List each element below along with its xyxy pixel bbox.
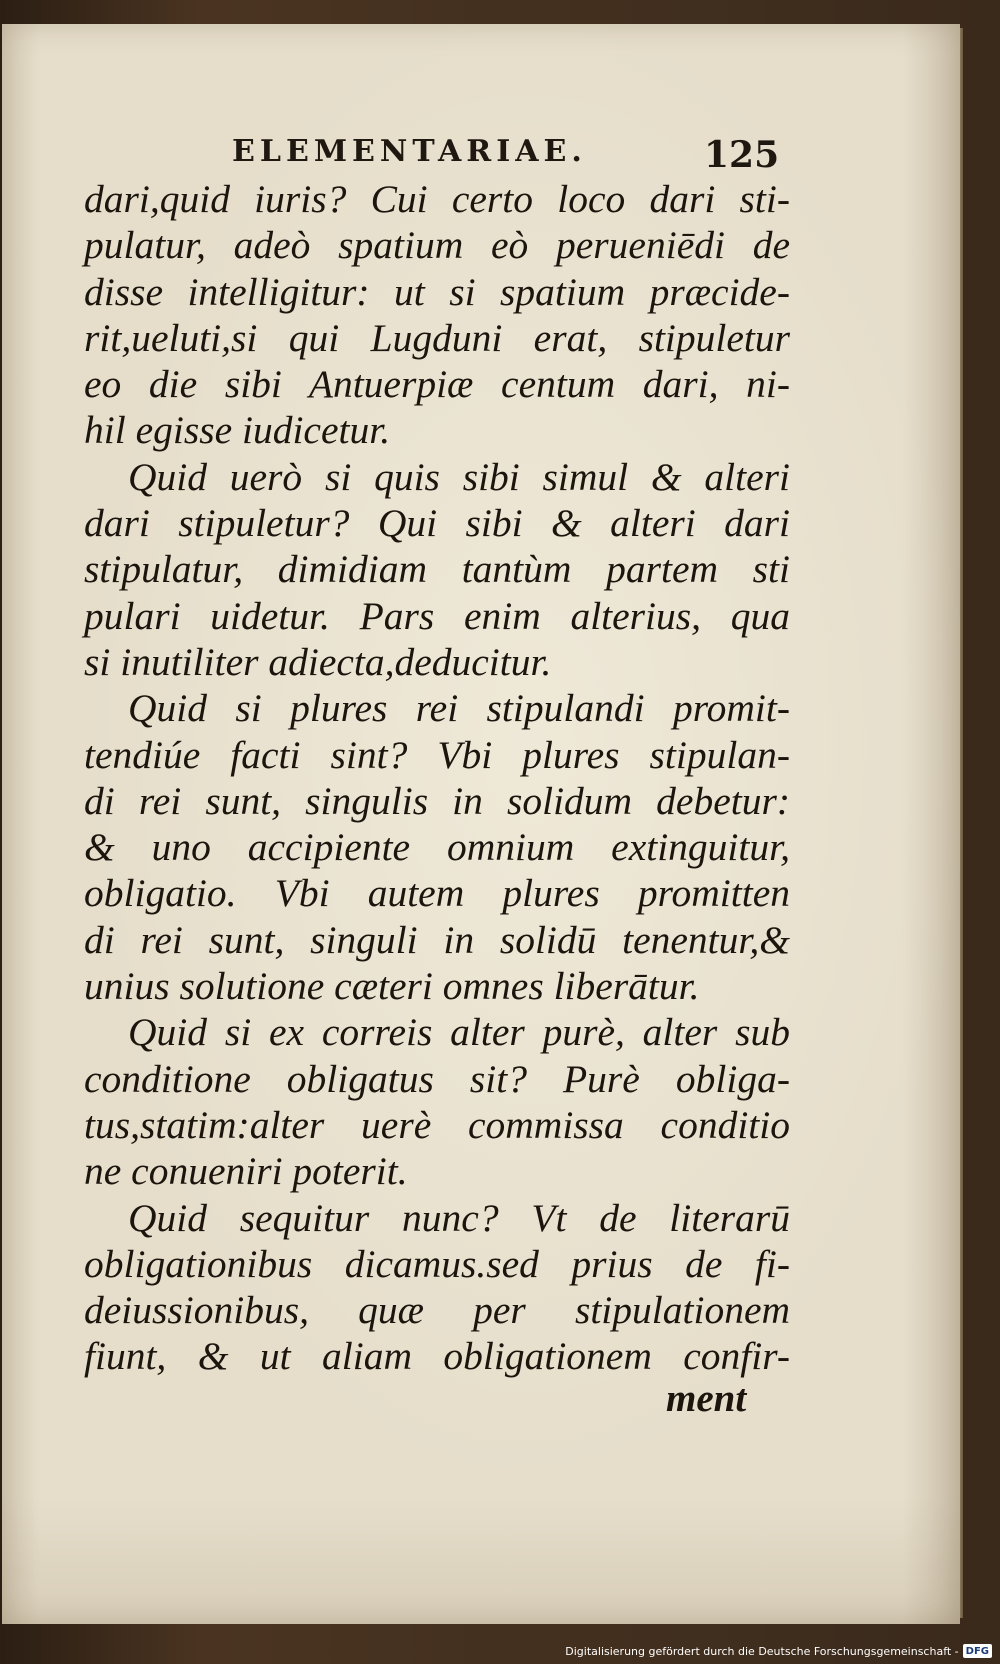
text-line: hil egisse iudicetur. [84,408,391,453]
text-line: dari stipuletur? Qui sibi & alteri dari [84,501,790,546]
text-line: Quid si plures rei stipulandi promit- [128,686,790,731]
page-number: 125 [704,134,780,176]
text-line: conditione obligatus sit? Purè obliga- [84,1056,790,1101]
text-line: di rei sunt, singulis in solidum debetur: [84,778,790,823]
text-line: Quid sequitur nunc? Vt de literarū [128,1195,790,1240]
text-line: obligationibus dicamus.sed prius de fi- [84,1241,790,1286]
text-block [84,176,790,1380]
dfg-logo: DFG [963,1644,992,1658]
text-line: dari,quid iuris? Cui certo loco dari sti- [84,177,790,221]
catchword: ment [666,1377,747,1420]
text-line: unius solutione cæteri omnes liberātur. [84,964,700,1009]
text-line: rit,ueluti,si qui Lugduni erat, stipuletur [84,315,790,360]
text-line: disse intelligitur: ut si spatium præcide- [84,269,790,314]
text-line: ne conueniri poterit. [84,1149,408,1194]
running-head: ELEMENTARIAE. [232,134,587,169]
text-line: tus,statim:alter uerè commissa conditio [84,1102,790,1147]
text-line: di rei sunt, singuli in solidū tenentur,& [84,917,790,962]
text-line: fiunt, & ut aliam obligationem confir- [84,1334,790,1379]
text-line: si inutiliter adiecta,deducitur. [84,639,552,684]
text-line: & uno accipiente omnium extinguitur, [84,825,790,870]
text-line: deiussionibus, quæ per stipulationem [84,1288,790,1333]
text-line: eo die sibi Antuerpiæ centum dari, ni- [84,362,790,407]
text-line: tendiúe facti sint? Vbi plures stipulan- [84,732,790,777]
digitization-credit [565,1642,992,1660]
text-line: obligatio. Vbi autem plures promitten [84,871,790,916]
credit-text: Digitalisierung gefördert durch die Deutsche Forschungsgemeinschaft - [565,1644,959,1658]
text-line: Quid uerò si quis sibi simul & alteri [128,454,790,499]
text-line: pulari uidetur. Pars enim alterius, qua [84,593,790,638]
text-line: pulatur, adeò spatium eò perueniēdi de [84,223,790,268]
text-line: stipulatur, dimidiam tantùm partem sti [84,547,790,592]
text-line: Quid si ex correis alter purè, alter sub [128,1010,790,1055]
